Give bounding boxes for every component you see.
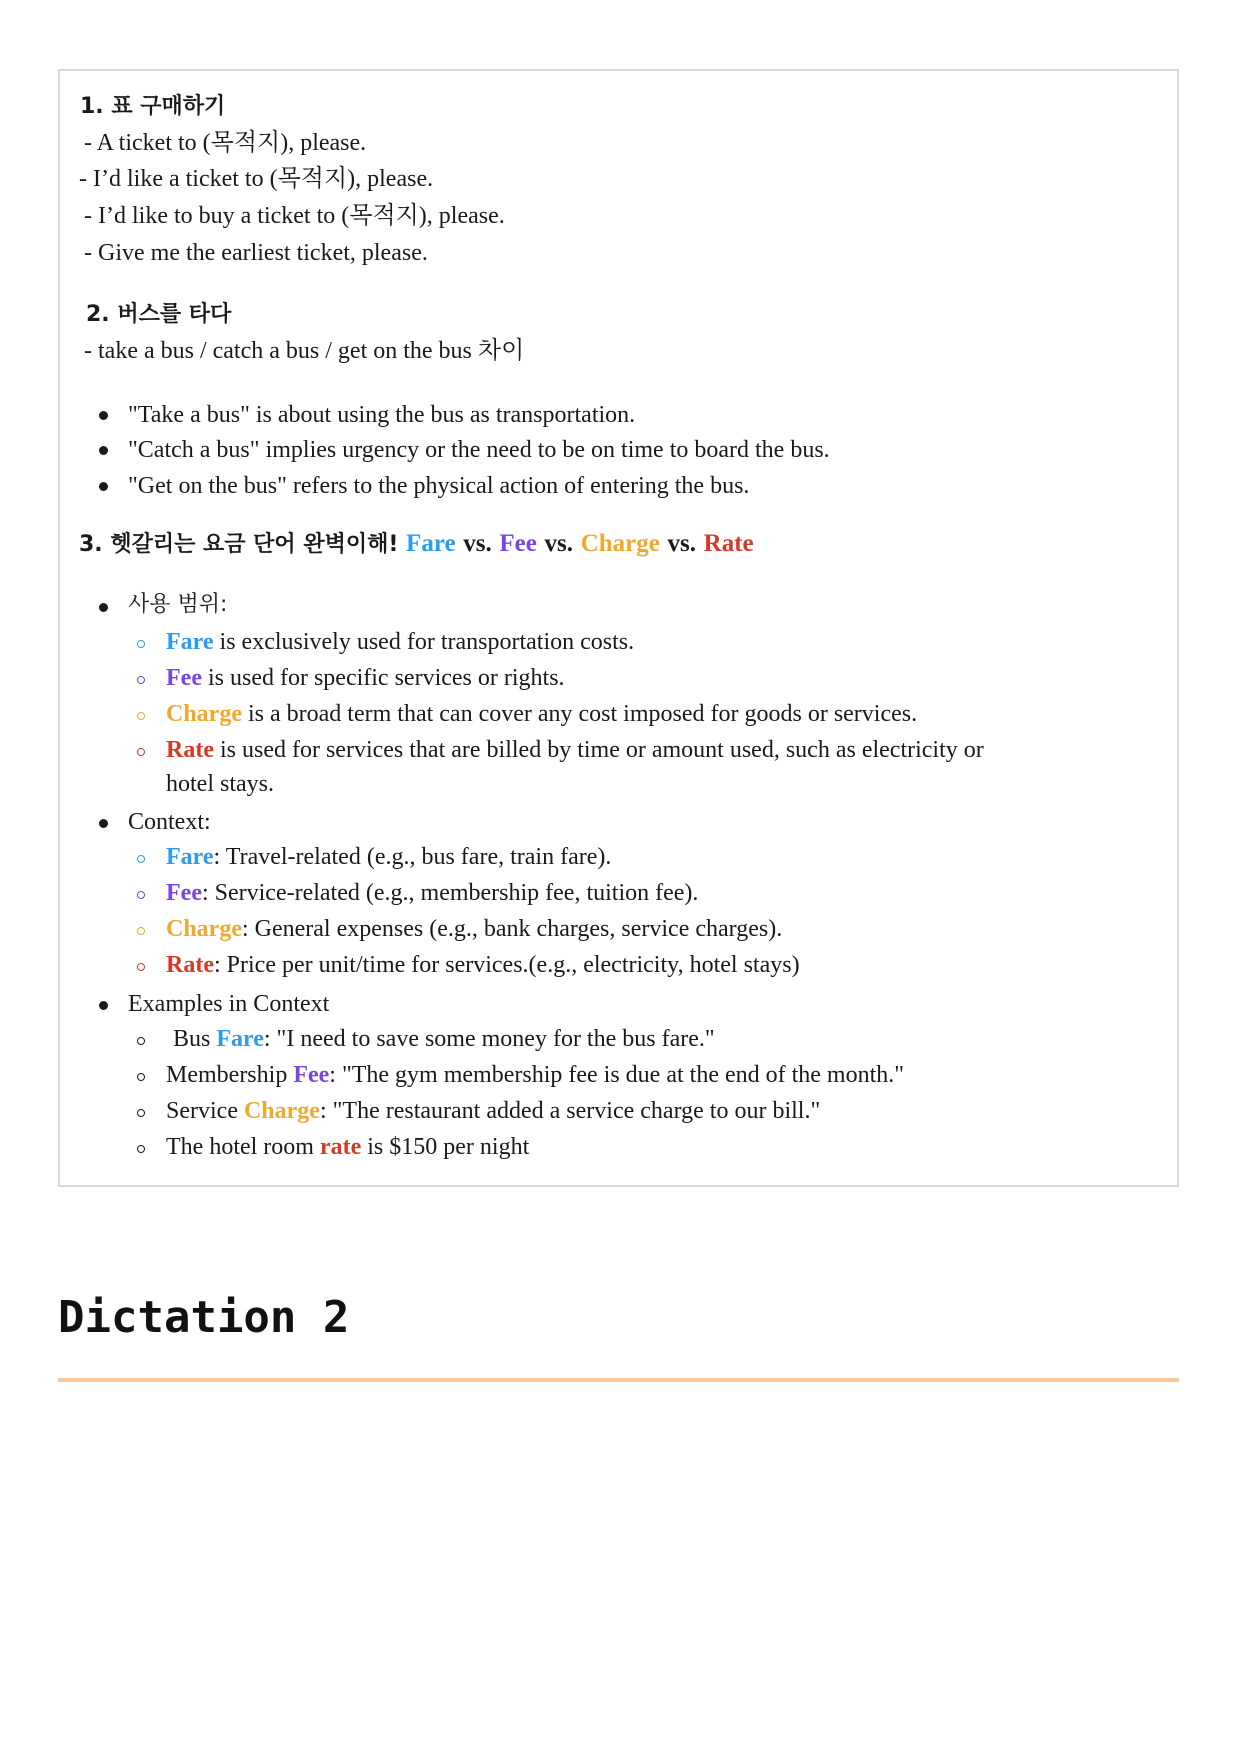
circle-bullet-icon xyxy=(137,676,145,684)
term-rate: Rate xyxy=(703,530,754,557)
circle-bullet-icon xyxy=(137,748,145,756)
term-rate: Rate xyxy=(166,737,214,763)
section-1-line: - A ticket to (목적지), please. xyxy=(84,130,367,156)
section-3-heading-prefix: 3. 헷갈리는 요금 단어 완벽이해! xyxy=(79,532,399,557)
vs-label: vs. xyxy=(463,530,492,557)
section-2-heading: 2. 버스를 타다 xyxy=(86,302,232,327)
usage-item xyxy=(166,699,917,729)
circle-bullet-icon xyxy=(137,891,145,899)
term-fare: Fare xyxy=(166,844,214,870)
example-item-prefix: The hotel room xyxy=(166,1134,320,1160)
usage-item-continuation: hotel stays. xyxy=(166,771,274,797)
term-fare: Fare xyxy=(216,1026,264,1052)
section-2-bullet: "Catch a bus" implies urgency or the need to be on time to board the bus. xyxy=(128,437,830,463)
term-fee: Fee xyxy=(293,1062,330,1088)
term-charge: Charge xyxy=(243,1098,320,1124)
circle-bullet-icon xyxy=(137,1073,145,1081)
term-fee: Fee xyxy=(499,530,537,557)
example-item xyxy=(166,1060,904,1090)
term-fee: Fee xyxy=(166,665,202,691)
bullet-dot-icon xyxy=(99,1001,108,1010)
usage-item-text: is used for services that are billed by time or amount used, such as electricity or xyxy=(213,737,984,763)
usage-item-text: is exclusively used for transportation costs. xyxy=(213,629,635,655)
context-label: Context: xyxy=(128,809,211,835)
circle-bullet-icon xyxy=(137,1037,145,1045)
bullet-dot-icon xyxy=(99,603,108,612)
section-2-line: - take a bus / catch a bus / get on the bus 차이 xyxy=(84,338,525,364)
context-item xyxy=(166,914,782,944)
context-item-text: : Service-related (e.g., membership fee, tuition fee). xyxy=(201,880,699,906)
example-item-text: is $150 per night xyxy=(361,1134,530,1160)
bullet-dot-icon xyxy=(99,482,108,491)
example-item xyxy=(166,1132,529,1162)
usage-item-text: is a broad term that can cover any cost imposed for goods or services. xyxy=(241,701,918,727)
example-item-text: : "The gym membership fee is due at the end of the month." xyxy=(329,1062,905,1088)
usage-label: 사용 범위: xyxy=(128,592,228,617)
section-1-heading: 1. 표 구매하기 xyxy=(80,94,226,119)
section-2-bullet: "Get on the bus" refers to the physical action of entering the bus. xyxy=(128,473,750,499)
example-item-prefix: Service xyxy=(166,1098,244,1124)
term-fare: Fare xyxy=(166,629,214,655)
bullet-dot-icon xyxy=(99,446,108,455)
section-1-line: - I’d like a ticket to (목적지), please. xyxy=(79,166,434,192)
circle-bullet-icon xyxy=(137,1145,145,1153)
circle-bullet-icon xyxy=(137,963,145,971)
context-item xyxy=(166,878,698,908)
example-item-prefix: Bus xyxy=(173,1026,217,1052)
section-1-line: - Give me the earliest ticket, please. xyxy=(84,240,428,266)
term-charge: Charge xyxy=(166,916,242,942)
examples-label: Examples in Context xyxy=(128,991,330,1017)
example-item-text: : "I need to save some money for the bus fare." xyxy=(263,1026,715,1052)
usage-item xyxy=(166,663,565,693)
section-1-line: - I’d like to buy a ticket to (목적지), please. xyxy=(84,203,505,229)
section-3-heading xyxy=(79,529,754,560)
circle-bullet-icon xyxy=(137,640,145,648)
circle-bullet-icon xyxy=(137,855,145,863)
term-rate: rate xyxy=(319,1134,362,1160)
circle-bullet-icon xyxy=(137,712,145,720)
dictation-title: Dictation 2 xyxy=(58,1292,350,1343)
circle-bullet-icon xyxy=(137,927,145,935)
context-item-text: : General expenses (e.g., bank charges, service charges). xyxy=(241,916,783,942)
term-fee: Fee xyxy=(166,880,202,906)
term-charge: Charge xyxy=(580,530,660,557)
example-item-text: : "The restaurant added a service charge to our bill." xyxy=(319,1098,821,1124)
circle-bullet-icon xyxy=(137,1109,145,1117)
bullet-dot-icon xyxy=(99,411,108,420)
usage-item xyxy=(166,627,634,657)
section-2-bullet: "Take a bus" is about using the bus as transportation. xyxy=(128,402,636,428)
usage-item-text: is used for specific services or rights. xyxy=(201,665,565,691)
example-item xyxy=(173,1024,715,1054)
context-item-text: : Price per unit/time for services.(e.g., electricity, hotel stays) xyxy=(213,952,800,978)
context-item-text: : Travel-related (e.g., bus fare, train fare). xyxy=(213,844,612,870)
bullet-dot-icon xyxy=(99,819,108,828)
context-item xyxy=(166,950,800,980)
context-item xyxy=(166,842,611,872)
term-fare: Fare xyxy=(406,530,456,557)
usage-item xyxy=(166,735,984,765)
term-rate: Rate xyxy=(166,952,214,978)
vs-label: vs. xyxy=(667,530,696,557)
dictation-divider xyxy=(58,1378,1179,1382)
term-charge: Charge xyxy=(166,701,242,727)
example-item-prefix: Membership xyxy=(166,1062,294,1088)
example-item xyxy=(166,1096,820,1126)
vs-label: vs. xyxy=(544,530,574,557)
